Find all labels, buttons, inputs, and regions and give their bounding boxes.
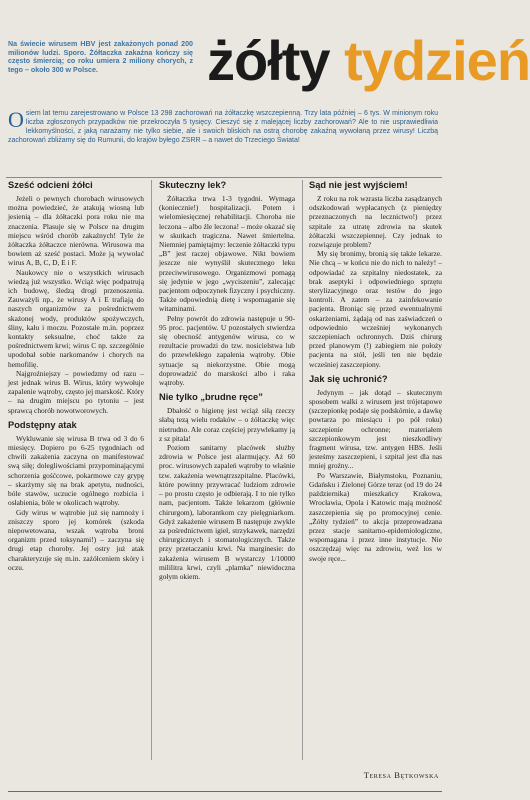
paragraph: Z roku na rok wzrasta liczba zasądzanych odszkodowań wypłacanych (z pieniędzy przeznaczonych na lecznictwo!) przez szpitale za utratę zdrowia na skutek żółtaczki wszczepiennej. Czy jednak to rozwiązuje problem? [309, 194, 442, 250]
paragraph: Żółtaczka trwa 1-3 tygodni. Wymaga (koniecznie!) hospitalizacji. Potem i wielomiesięcznej rehabilitacji. Choroba nie leczona – albo źle leczona! – może okazać się w skutkach tragiczna. Nawet śmiertelna. Niemniej pamiętajmy: leczenie żółtaczki typu „B” jest raczej objawowe. Nikt bowiem jeszcze nie wynyślił skutecznego leku przeciwwirusowego. Organizmowi pomagą się jedynie w jego „wyciszeniu”, zalecając pacjentom odpoczynek fizyczny i psychiczny. Także odpowiednią dietę i wspomaganie się witaminami. [159, 194, 295, 314]
column-rule-1 [151, 180, 152, 760]
paragraph: Wykluwanie się wirusa B trwa od 3 do 6 miesięcy. Dopiero po 6-25 tygodniach od chwili zakażenia zaczyna on manifestować swą siłę; dolegliwościami przypominającymi schorzenia gośćcowe, pokarmowe czy grypę – skarżymy się na brak apetytu, nudności, bóle stawów, uczucie ogólnego rozbicia i osłabienia, bóle w okolicach wątroby. [8, 433, 144, 508]
column-2 [159, 180, 295, 581]
paragraph: Poziom sanitarny placówek służby zdrowia w Polsce jest alarmujący. Aż 60 proc. wirusowych zapaleń wątroby to właśnie tzw. zakażenia wewnątrzszpitalne. Placówki, które powinny przywracać ludziom zdrowie – po prostu często je odbierają. I to nie tylko nam, pacjentom. Także lekarzom (głównie chirurgom), laborantkom czy pielęgniarkom. Gdyż zakażenie wirusem B następuje zwykle za pośrednictwem igieł, strzykawek, narzędzi chirurgicznych i stomatologicznych. Także przy przetaczaniu krwi. Na marginesie: do zakażenia wirusem B wystarczy 1/10000 mililitra krwi, czyli „plamka” niewidoczna gołym okiem. [159, 443, 295, 581]
paragraph: Gdy wirus w wątrobie już się namnoży i zniszczy sporo jej komórek (szkoda niepowetowana, wszak wątroba broni organizm przed toksynami!) – zaczyna się drugi etap choroby. Jej ostry już atak charakteryzuje się m.in. zażółceniem skóry i oczu. [8, 507, 144, 572]
page-title [207, 26, 530, 96]
paragraph: Dbałość o higienę jest wciąż siłą rzeczy słabą tezą wielu rodaków – o żółtaczkę więc nietrudno. Ale coraz częściej przywlekamy ją z sz pitala! [159, 406, 295, 443]
section-heading: Sąd nie jest wyjściem! [309, 180, 408, 190]
paragraph: Jedynym – jak dotąd – skutecznym sposobem walki z wirusem jest trójetapowe (szczepionkę podaje się podskórnie, a dawkę powtarza po miesiącu i po pół roku) szczepienie ochronne; materiałem szczepionkowym jest nieszkodliwy fragment wirusa, tzw. antygen HBS. Jeśli jesteśmy zaszczepieni, i szpital jest dla nas mniej groźny... [309, 387, 442, 471]
intro-paragraph [8, 107, 438, 146]
column-1 [8, 180, 144, 572]
drop-cap: O [8, 107, 24, 132]
intro-text: siem lat temu zarejestrowano w Polsce 13 298 zachorowań na żółtaczkę wszczepienną. Trzy lata później – 6 tys. W minionym roku liczba zgłoszonych przypadków nie przekroczyła 5 tysięcy. Cieszyć się z malejącej liczby zachorowań? Ale to nie usprawiedliwia lekkomyślności, z jaką narażamy nie tylko siebie, ale i swoich bliskich na ostrą chorobę zakaźną wywołaną przez wirusy! Liczbą zachorowań zbliżamy się do Rumunii, do krajów byłego ZSRR – a nawet do Trzeciego Świata! [8, 110, 438, 144]
lead-paragraph: Na świecie wirusem HBV jest zakażonych ponad 200 milionów ludzi. Sporo. Żółtaczka zakaźna kończy się często śmiercią; co roku umiera 2 miliony chorych, z tego – około 300 w Polsce. [8, 40, 193, 74]
header-divider [6, 177, 442, 178]
author-byline: Teresa Bętkowska [363, 770, 439, 780]
title-word-tydzien: tydzień [344, 29, 530, 92]
paragraph: Pełny powrót do zdrowia następuje u 90-95 proc. pacjentów. U pozostałych stwierdza się obecność antygenów wirusa, co w rezultacie prowadzi do tzw. nosicielstwa lub do przewlekłego zapalenia wątroby. Obie sytuacje są niekorzystne. Obie mogą doprowadzić do marskości albo i raka wątroby. [159, 313, 295, 388]
paragraph: Najgroźniejszy – powiedzmy od razu – jest jednak wirus B. Wirus, który wywołuje zapalenie wątroby, często jej marskość. Który – na drugim miejscu po tytoniu – jest sprawcą chorób nowotworowych. [8, 368, 144, 415]
section-heading: Podstępny atak [8, 419, 77, 430]
section-heading: Nie tylko „brudne ręce” [159, 392, 263, 403]
title-word-zolty: żółty [207, 29, 330, 92]
section-heading: Skuteczny lek? [159, 180, 227, 190]
column-rule-2 [302, 180, 303, 760]
section-heading: Sześć odcieni żółci [8, 180, 93, 190]
bottom-rule [8, 791, 442, 792]
paragraph: My się bronimy, bronią się także lekarze. Nie chcą – w końcu nie do nich to należy! – odpowiadać za szpitalny niedostatek, za brak aseptyki i odpowiedniego sprzętu sterylizacyjnego oraz testów do jego kontroli. A zatem – za zainfekowanie pacjenta. Broniąc się przed ewentualnymi oskarżeniami, żądają od nas zaświadczeń o odpowiednio wcześniej wykonanych szczepieniach ochronnych. Dziś chirurg przed planowym (!) zabiegiem nie położy pacjenta na stół, jeśli ten nie będzie wcześniej zaszczepiony. [309, 249, 442, 369]
column-3 [309, 180, 442, 563]
section-heading: Jak się uchronić? [309, 373, 388, 384]
paragraph: Jeżeli o pewnych chorobach wirusowych można powiedzieć, że atakują wiosną lub jesienią – dla żółtaczki pora roku nie ma znaczenia. Plasuje się w Polsce na drugim miejscu wśród chorób zakaźnych! Tyle że żółtaczka żółtaczce nierówna. Wirusowa ma bowiem aż sześć postaci. Może ją wywołać wirus A, B, C, D, E i F. [8, 194, 144, 268]
paragraph: Naukowcy nie o wszystkich wirusach wiedzą już wszystko. Wciąż więc podpatrują ich budowę, śledzą drogi przenoszenia. Zauważyli np., że wirusy A i E trafiają do naszych organizmów za pośrednictwem skażonej wody, produktów spożywczych, śliny, kału i moczu. Pozostałe m.in. poprzez kontakty seksualne, choć także za pośrednictwem krwi; wirus C np. szczególnie upodobał sobie narkomanów i chorych na hemofilię. [8, 267, 144, 369]
paragraph: Po Warszawie, Białymstoku, Poznaniu, Gdańsku i Zielonej Górze teraz (od 19 do 24 października) mieszkańcy Krakowa, Wrocławia, Opola i Katowic mają możność zaszczepienia się po promocyjnej cenie. „Żółty tydzień” to akcja przeprowadzana przez stacje sanitarno-epidemiologiczne, wspomagana i przez inne instytucje. Nie oszczędzaj więc na zdrowiu, weź los w swoje ręce... [309, 470, 442, 563]
